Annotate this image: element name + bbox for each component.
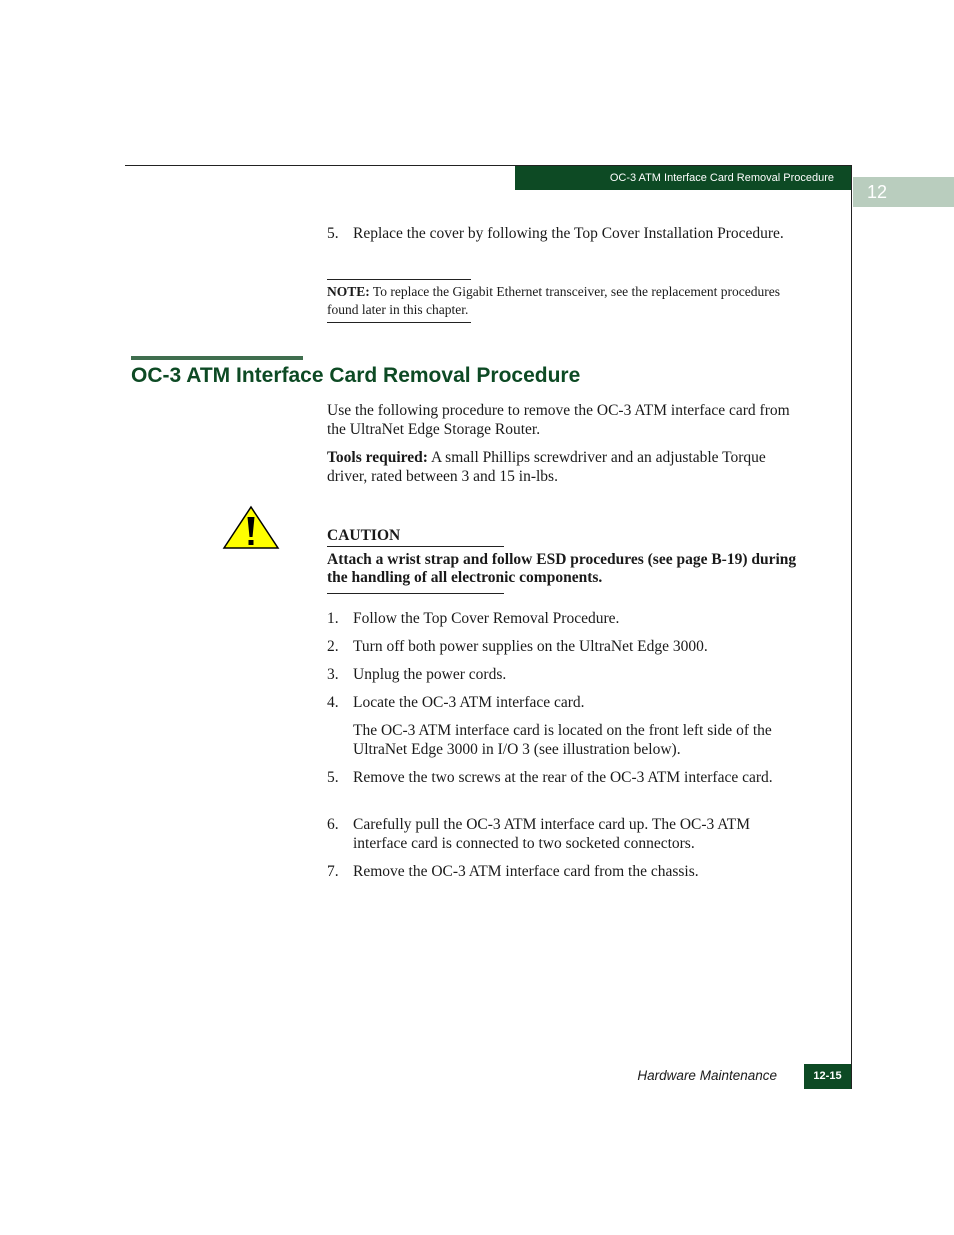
step-text: The OC-3 ATM interface card is located on the front left side of the UltraNet Edge 3000 in I/O 3 (see illustration below). <box>353 722 772 758</box>
note <box>327 283 787 319</box>
step-number: 2. <box>327 638 339 655</box>
step-text: Locate the OC-3 ATM interface card. <box>353 694 585 711</box>
caution-text: Attach a wrist strap and follow ESD procedures (see page B-19) during the handling of all electronic components. <box>327 551 797 586</box>
note-bottom-rule <box>327 322 471 323</box>
step-text: Unplug the power cords. <box>353 666 507 683</box>
step-text: Carefully pull the OC-3 ATM interface card up. The OC-3 ATM interface card is connected to two socketed connectors. <box>353 816 751 852</box>
note-text: To replace the Gigabit Ethernet transceiver, see the replacement procedures found later in this chapter. <box>327 284 780 317</box>
list-item <box>327 721 807 758</box>
running-header: OC-3 ATM Interface Card Removal Procedure <box>515 166 851 190</box>
step-number: 6. <box>327 816 339 833</box>
tools-paragraph <box>327 448 807 486</box>
caution-heading: CAUTION <box>327 527 401 544</box>
caution-bottom-rule <box>327 593 504 594</box>
chapter-tab: 12 <box>853 177 954 207</box>
list-item <box>327 609 807 628</box>
tools-label: Tools required: <box>327 449 428 466</box>
margin-rule <box>851 165 852 1089</box>
step-text: Replace the cover by following the Top Cover Installation Procedure. <box>353 225 784 242</box>
list-item <box>327 224 807 243</box>
step-number: 3. <box>327 666 339 683</box>
section-title-bar <box>131 356 303 360</box>
intro-paragraph: Use the following procedure to remove the OC-3 ATM interface card from the UltraNet Edge Storage Router. <box>327 402 790 438</box>
list-item <box>327 693 807 712</box>
step-number: 5. <box>327 769 339 786</box>
step-text: Follow the Top Cover Removal Procedure. <box>353 610 620 627</box>
step-number: 7. <box>327 863 339 880</box>
tools-text: A small Phillips screwdriver and an adjustable Torque driver, rated between 3 and 15 in-lbs. <box>327 449 766 485</box>
list-item <box>327 637 807 656</box>
note-top-rule <box>327 279 471 280</box>
list-item <box>327 815 807 852</box>
step-text: Turn off both power supplies on the UltraNet Edge 3000. <box>353 638 708 655</box>
step-number: 5. <box>327 225 339 242</box>
section-title: OC-3 ATM Interface Card Removal Procedure <box>131 364 581 387</box>
step-text: Remove the two screws at the rear of the OC-3 ATM interface card. <box>353 769 773 786</box>
page-number: 12-15 <box>804 1064 851 1089</box>
step-number: 4. <box>327 694 339 711</box>
list-item <box>327 862 807 881</box>
footer-label: Hardware Maintenance <box>637 1068 777 1083</box>
caution-top-rule <box>327 546 504 547</box>
list-item <box>327 768 807 787</box>
warning-triangle-icon <box>222 505 280 550</box>
note-label: NOTE: <box>327 284 370 299</box>
list-item <box>327 665 807 684</box>
step-text: Remove the OC-3 ATM interface card from the chassis. <box>353 863 699 880</box>
step-number: 1. <box>327 610 339 627</box>
